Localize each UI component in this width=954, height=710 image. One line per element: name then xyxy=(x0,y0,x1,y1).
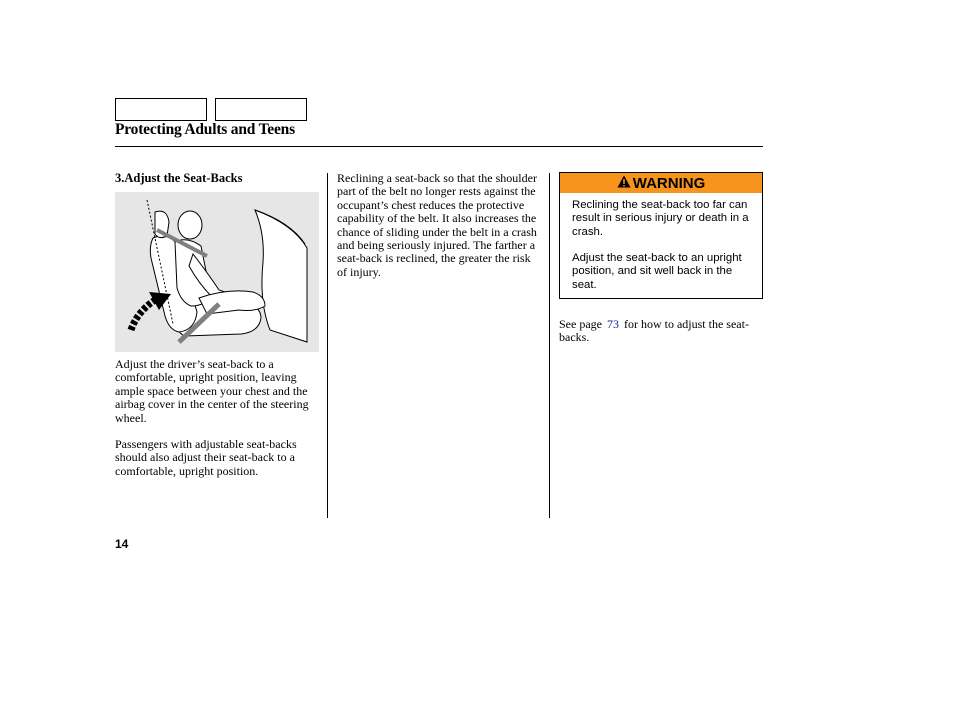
warning-text-advice: Adjust the seat-back to an upright position, and sit well back in the seat. xyxy=(572,252,742,291)
header-tab-box-left xyxy=(115,98,207,121)
page-reference-prefix: See page xyxy=(559,317,602,331)
column-divider xyxy=(549,173,550,518)
section-heading: 3.Adjust the Seat-Backs xyxy=(115,171,243,185)
seat-back-illustration xyxy=(115,192,319,352)
passenger-instruction: Passengers with adjustable seat-backs should also adjust their seat-back to a comfortable, upright position. xyxy=(115,437,297,478)
warning-label: WARNING xyxy=(632,174,706,192)
title-rule xyxy=(115,146,763,147)
warning-triangle-icon xyxy=(617,175,631,192)
seated-occupant-drawing xyxy=(115,192,319,352)
reclining-explanation: Reclining a seat-back so that the shoulder part of the belt no longer rests against the occupant’s chest reduces the protective capability of the belt. It also increases the chance of sliding under the belt in a crash and being seriously injured. The farther a seat-back is reclined, the greater the risk of injury. xyxy=(337,171,537,279)
page-reference xyxy=(559,318,764,345)
page-number: 14 xyxy=(115,537,129,551)
column-divider xyxy=(327,173,328,518)
page-reference-suffix: for how to adjust the seat-backs. xyxy=(559,317,749,345)
page-reference-link[interactable]: 73 xyxy=(606,317,619,331)
warning-header xyxy=(560,173,762,193)
header-tab-box-right xyxy=(215,98,307,121)
warning-box xyxy=(559,172,763,299)
page-title: Protecting Adults and Teens xyxy=(115,121,295,138)
seat-back-instruction: Adjust the driver’s seat-back to a comfortable, upright position, leaving ample space between your chest and the airbag cover in the center of the steering wheel. xyxy=(115,357,309,425)
warning-text-risk: Reclining the seat-back too far can result in serious injury or death in a crash. xyxy=(572,199,749,238)
